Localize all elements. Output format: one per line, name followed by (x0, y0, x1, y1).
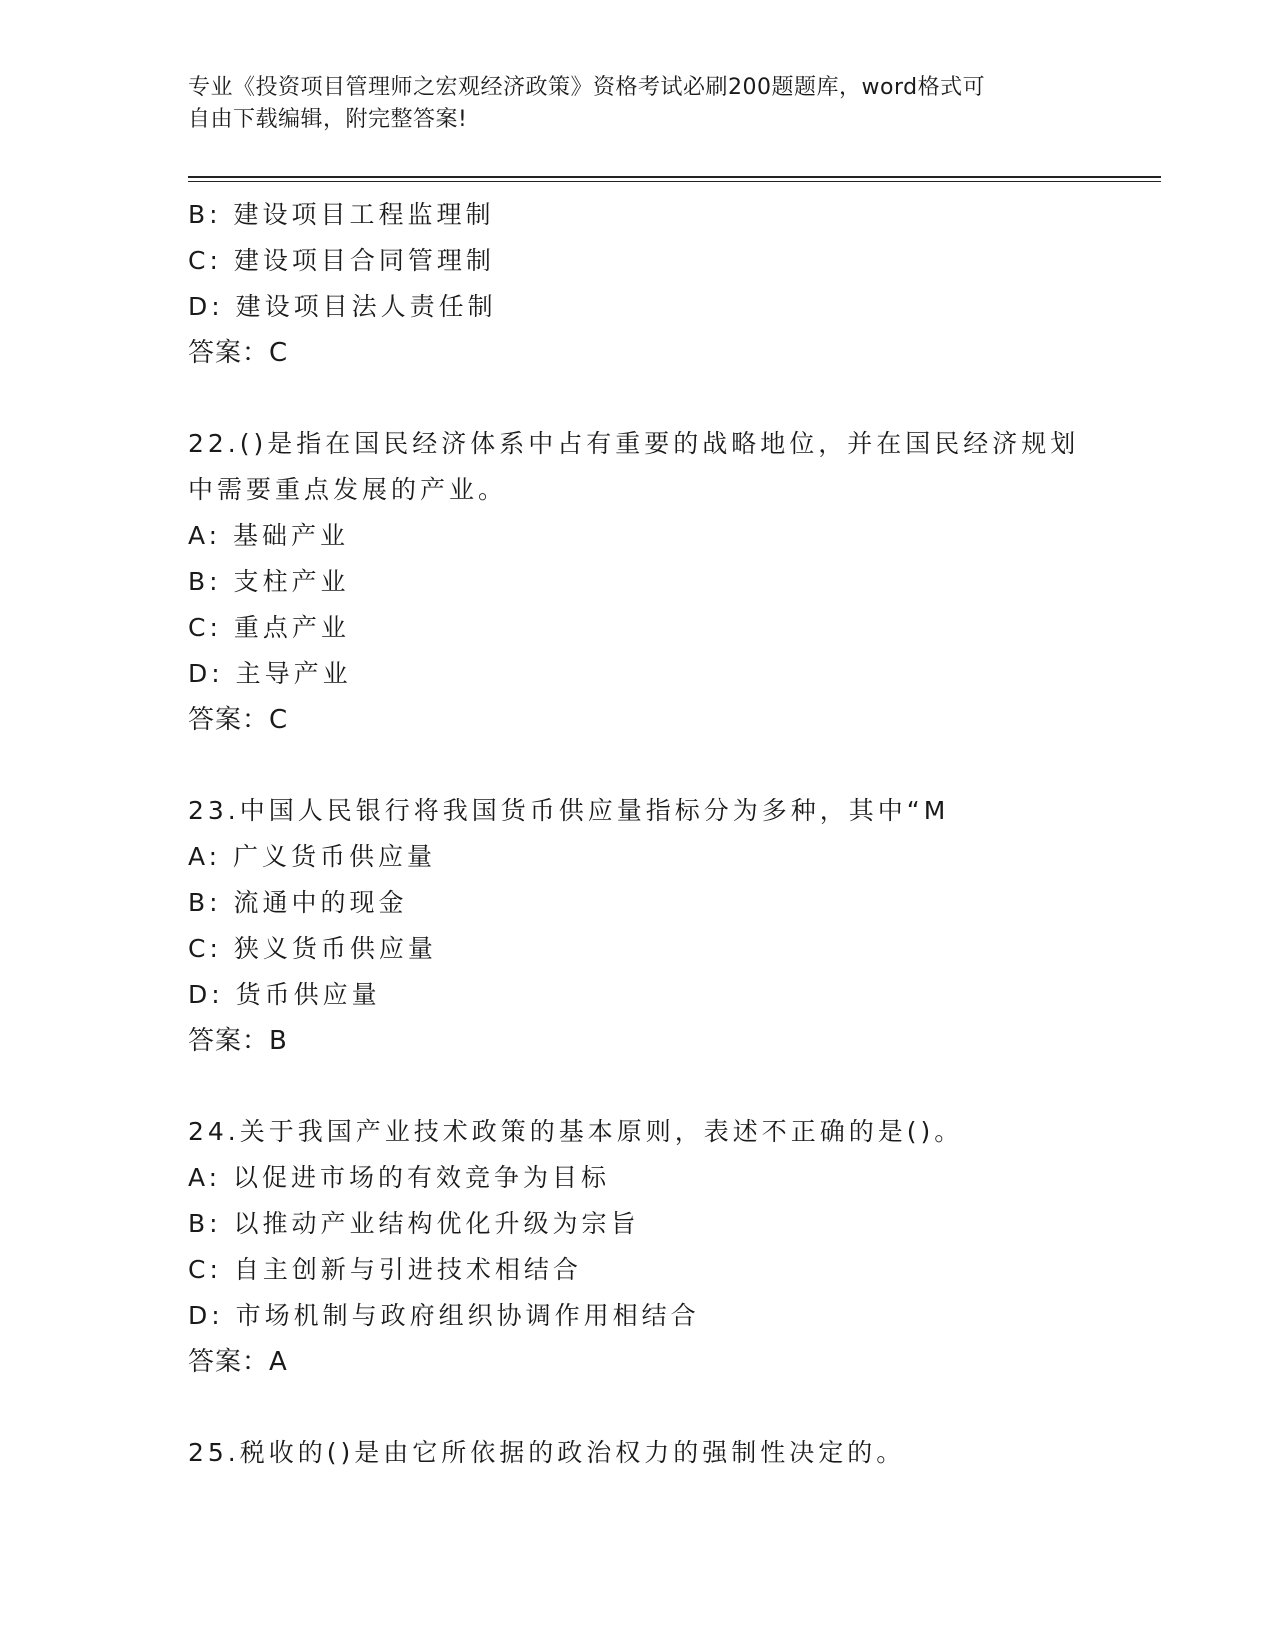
option-b: B: 建设项目工程监理制 (188, 200, 495, 229)
option-c: C: 狭义货币供应量 (188, 934, 437, 963)
question-22-block (188, 421, 1088, 743)
question-21-block (188, 192, 1088, 376)
question-text: 23.中国人民银行将我国货币供应量指标分为多种，其中“M (188, 796, 950, 825)
spacer (188, 743, 1088, 788)
option-c: C: 重点产业 (188, 613, 350, 642)
question-text: 25.税收的()是由它所依据的政治权力的强制性决定的。 (188, 1438, 906, 1467)
option-d: D: 市场机制与政府组织协调作用相结合 (188, 1301, 700, 1330)
spacer (188, 1385, 1088, 1430)
option-c: C: 自主创新与引进技术相结合 (188, 1255, 582, 1284)
document-header (188, 72, 1088, 136)
option-b: B: 流通中的现金 (188, 888, 408, 917)
question-text: 22.()是指在国民经济体系中占有重要的战略地位，并在国民经济规划 (188, 429, 1080, 458)
question-text-continued: 中需要重点发展的产业。 (188, 475, 508, 504)
option-d: D: 货币供应量 (188, 980, 381, 1009)
header-rule-thin (188, 181, 1161, 182)
answer-line: 答案：A (188, 1347, 288, 1377)
spacer (188, 376, 1088, 421)
option-c: C: 建设项目合同管理制 (188, 246, 495, 275)
option-b: B: 以推动产业结构优化升级为宗旨 (188, 1209, 640, 1238)
question-23-block (188, 788, 1088, 1064)
question-25-block (188, 1430, 1088, 1476)
header-line-2: 自由下载编辑，附完整答案! (188, 107, 468, 132)
question-24-block (188, 1109, 1088, 1385)
question-text: 24.关于我国产业技术政策的基本原则，表述不正确的是()。 (188, 1117, 964, 1146)
answer-line: 答案：C (188, 705, 289, 735)
answer-line: 答案：C (188, 338, 289, 368)
header-rule-thick (188, 176, 1161, 178)
answer-line: 答案：B (188, 1026, 288, 1056)
spacer (188, 1064, 1088, 1109)
option-a: A: 以促进市场的有效竞争为目标 (188, 1163, 611, 1192)
option-a: A: 基础产业 (188, 521, 350, 550)
option-b: B: 支柱产业 (188, 567, 350, 596)
option-d: D: 建设项目法人责任制 (188, 292, 497, 321)
option-a: A: 广义货币供应量 (188, 842, 437, 871)
header-line-1: 专业《投资项目管理师之宏观经济政策》资格考试必刷200题题库，word格式可 (188, 75, 986, 100)
option-d: D: 主导产业 (188, 659, 352, 688)
question-content (188, 192, 1088, 1476)
